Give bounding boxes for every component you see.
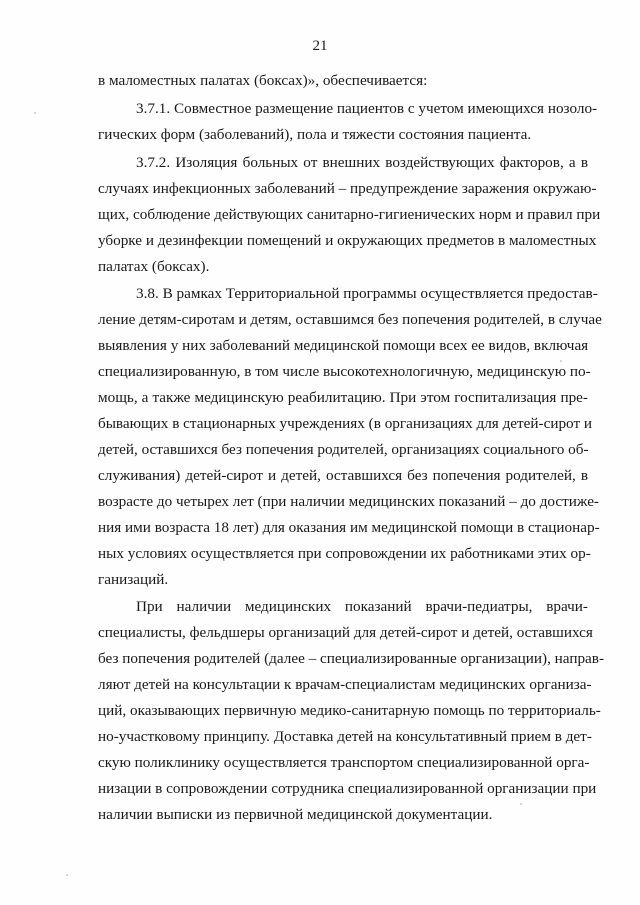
text-line: ных условиях осуществляется при сопровождении их работниками этих ор- (98, 545, 591, 562)
scan-speck (66, 874, 68, 876)
text-line: уборке и дезинфекции помещений и окружающих предметов в маломестных (98, 232, 597, 249)
text-line: бывающих в стационарных учреждениях (в организациях для детей-сирот и (98, 415, 593, 432)
text-line: При наличии медицинских показаний врачи-педиатры, врачи- (136, 598, 588, 615)
text-line: 3.7.1. Совместное размещение пациентов с учетом имеющихся нозоло- (136, 100, 598, 117)
text-line: но-участковому принципу. Доставка детей на консультативный прием в дет- (98, 728, 592, 745)
text-line: выявления у них заболеваний медицинской помощи всех ее видов, включая (98, 337, 589, 354)
text-line: без попечения родителей (далее – специализированные организации), направ- (98, 650, 605, 667)
text-line: служивания) детей-сирот и детей, оставшихся без попечения родителей, в (98, 467, 588, 484)
scan-speck (34, 112, 36, 114)
text-line: 3.8. В рамках Территориальной программы осуществляется предостав- (136, 285, 598, 302)
text-line: мощь, а также медицинскую реабилитацию. При этом госпитализация пре- (98, 389, 588, 406)
text-line: специализированную, в том числе высокотехнологичную, медицинскую по- (98, 363, 591, 380)
text-line: гических форм (заболеваний), пола и тяжести состояния пациента. (98, 126, 532, 143)
text-line: палатах (боксах). (98, 258, 210, 275)
text-line: специалисты, фельдшеры организаций для детей-сирот и детей, оставшихся (98, 624, 593, 641)
text-line: ление детям-сиротам и детям, оставшимся без попечения родителей, в случае (98, 311, 602, 328)
text-line: 3.7.2. Изоляция больных от внешних воздействующих факторов, а в (136, 154, 588, 171)
text-line: низации в сопровождении сотрудника специализированной организации при (98, 780, 597, 797)
text-line: детей, оставшихся без попечения родителей, организациях социального об- (98, 441, 589, 458)
scan-speck (560, 360, 562, 362)
text-line: ляют детей на консультации к врачам-специалистам медицинских организа- (98, 676, 592, 693)
text-line: скую поликлинику осуществляется транспортом специализированной орга- (98, 754, 590, 771)
scan-speck (520, 803, 522, 805)
text-line: возрасте до четырех лет (при наличии медицинских показаний – до достиже- (98, 493, 599, 510)
text-line: случаях инфекционных заболеваний – предупреждение заражения окружаю- (98, 180, 597, 197)
text-line: в маломестных палатах (боксах)», обеспечивается: (98, 72, 428, 89)
page-number: 21 (312, 38, 328, 54)
text-line: ния ими возраста 18 лет) для оказания им медицинской помощи в стационар- (98, 519, 600, 536)
text-line: ций, оказывающих первичную медико-санитарную помощь по территориаль- (98, 702, 601, 719)
text-line: ганизаций. (98, 571, 169, 588)
text-line: щих, соблюдение действующих санитарно-гигиенических норм и правил при (98, 206, 601, 223)
text-line: наличии выписки из первичной медицинской документации. (98, 806, 493, 823)
